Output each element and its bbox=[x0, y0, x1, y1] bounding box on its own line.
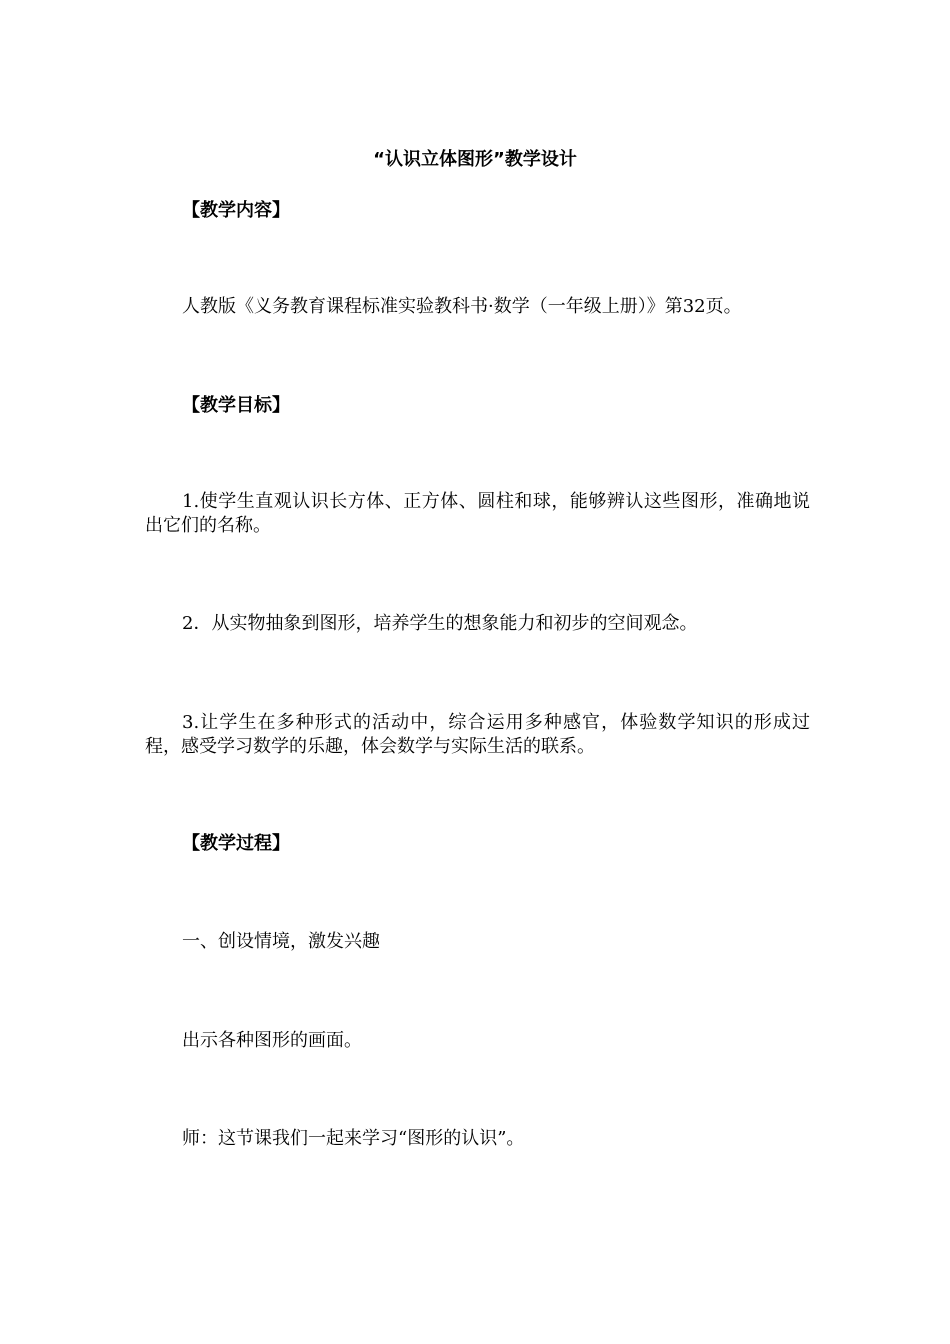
teacher-line: 师：这节课我们一起来学习“图形的认识”。 bbox=[182, 1128, 525, 1149]
goal-3-paragraph: 3.让学生在多种形式的活动中，综合运用多种感官，体验数学知识的形成过程，感受学习数学的乐趣，体会数学与实际生活的联系。 bbox=[145, 712, 810, 757]
section-heading-process: 【教学过程】 bbox=[182, 833, 290, 854]
content-text: 人教版《义务教育课程标准实验教科书·数学（一年级上册）》第32页。 bbox=[182, 296, 742, 317]
goal-1-paragraph: 1.使学生直观认识长方体、正方体、圆柱和球，能够辨认这些图形，准确地说出它们的名称。 bbox=[145, 491, 810, 536]
process-step-1-text: 出示各种图形的画面。 bbox=[182, 1030, 362, 1051]
section-heading-content: 【教学内容】 bbox=[182, 200, 290, 221]
section-heading-goals: 【教学目标】 bbox=[182, 395, 290, 416]
process-step-1: 一、创设情境，激发兴趣 bbox=[182, 931, 380, 952]
document-title: “认识立体图形”教学设计 bbox=[373, 149, 577, 170]
goal-2-paragraph: 2．从实物抽象到图形，培养学生的想象能力和初步的空间观念。 bbox=[182, 613, 698, 634]
